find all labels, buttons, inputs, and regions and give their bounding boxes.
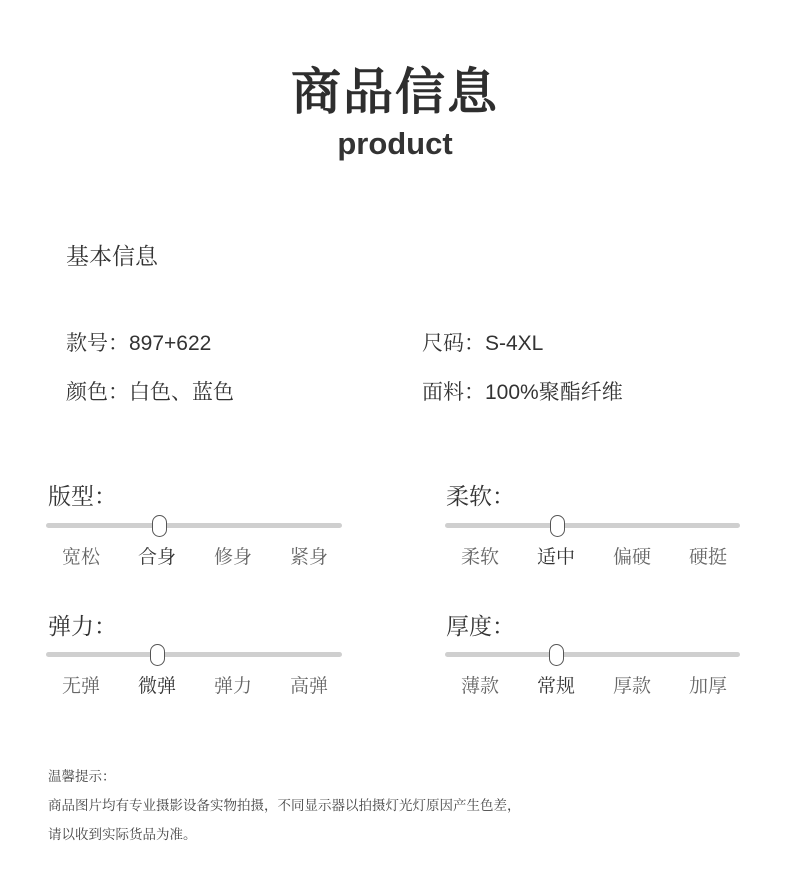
color-value: 白色、蓝色 [129, 380, 234, 404]
elasticity-track [46, 652, 342, 657]
thickness-knob[interactable] [549, 644, 564, 666]
thickness-option: 厚款 [612, 675, 651, 697]
elasticity-option-selected: 微弹 [137, 675, 176, 697]
elasticity-option: 高弹 [289, 675, 328, 697]
notice-title: 温馨提示： [48, 769, 116, 785]
page-subtitle: product [337, 126, 453, 161]
thickness-option: 加厚 [688, 675, 727, 697]
thickness-option: 薄款 [460, 675, 499, 697]
thickness-label: 厚度： [446, 614, 515, 640]
page-title: 商品信息 [291, 63, 499, 121]
thickness-track [445, 652, 740, 657]
softness-option: 柔软 [460, 546, 499, 568]
softness-option: 硬挺 [688, 546, 727, 568]
fabric-row [422, 376, 623, 406]
fit-option: 修身 [213, 546, 252, 568]
elasticity-label: 弹力： [48, 614, 117, 640]
style-no-value: 897+622 [129, 332, 212, 355]
notice-line: 请以收到实际货品为准。 [48, 827, 197, 843]
fit-option: 宽松 [61, 546, 100, 568]
elasticity-option: 弹力 [213, 675, 252, 697]
notice-line: 商品图片均有专业摄影设备实物拍摄，不同显示器以拍摄灯光灯原因产生色差， [48, 798, 521, 814]
softness-option: 偏硬 [612, 546, 651, 568]
thickness-option-selected: 常规 [536, 675, 575, 697]
fabric-label: 面料： [422, 380, 485, 404]
style-no-row [66, 327, 211, 357]
style-no-label: 款号： [66, 331, 129, 355]
basic-info-heading: 基本信息 [66, 244, 158, 270]
color-label: 颜色： [66, 380, 129, 404]
fabric-value: 100%聚酯纤维 [485, 381, 623, 404]
fit-label: 版型： [48, 484, 117, 510]
size-row [422, 327, 543, 357]
elasticity-knob[interactable] [150, 644, 165, 666]
fit-knob[interactable] [152, 515, 167, 537]
size-label: 尺码： [422, 331, 485, 355]
softness-label: 柔软： [446, 484, 515, 510]
size-value: S-4XL [485, 332, 544, 355]
color-row [66, 376, 234, 406]
softness-track [445, 523, 740, 528]
fit-option-selected: 合身 [137, 546, 176, 568]
softness-option-selected: 适中 [536, 546, 575, 568]
fit-track [46, 523, 342, 528]
fit-option: 紧身 [289, 546, 328, 568]
softness-knob[interactable] [550, 515, 565, 537]
elasticity-option: 无弹 [61, 675, 100, 697]
